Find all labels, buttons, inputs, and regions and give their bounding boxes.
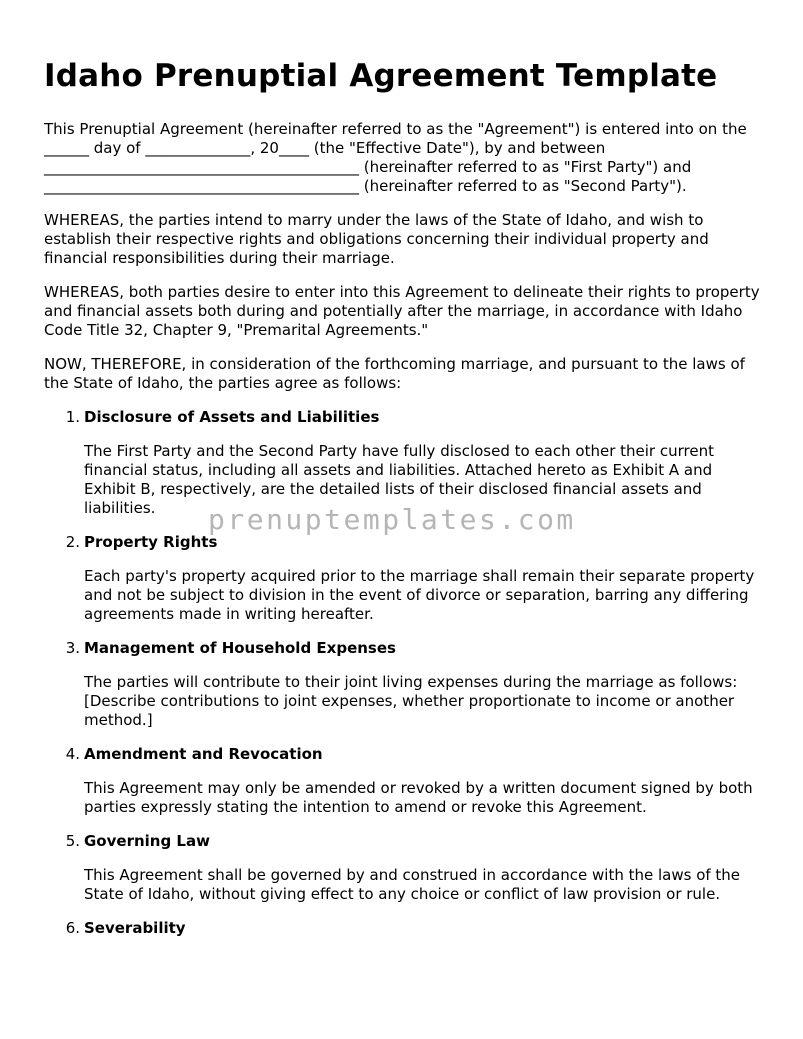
- section-heading: [44, 639, 764, 658]
- section-title: Management of Household Expenses: [84, 639, 396, 657]
- section-title: Disclosure of Assets and Liabilities: [84, 408, 380, 426]
- section-body: This Agreement shall be governed by and construed in accordance with the laws of the State of Idaho, without giving effect to any choice or conflict of law provision or rule.: [84, 866, 741, 903]
- section-body: The First Party and the Second Party have fully disclosed to each other their current financial status, including all assets and liabilities. Attached hereto as Exhibit A and Exhibit B, respectively, are the detailed lists of their disclosed financial assets and liabilities.: [84, 442, 714, 517]
- section-number: 5.: [65, 832, 80, 850]
- watermark: prenuptemplates.com: [208, 503, 576, 536]
- section-4: [44, 745, 764, 817]
- section-heading: [44, 832, 764, 851]
- section-number: 1.: [65, 408, 80, 426]
- whereas-paragraph-1: WHEREAS, the parties intend to marry under the laws of the State of Idaho, and wish to establish their respective rights and obligations concerning their individual property and financial responsibilities during their marriage.: [44, 211, 709, 267]
- section-6: [44, 919, 764, 938]
- intro-paragraph: This Prenuptial Agreement (hereinafter referred to as the "Agreement") is entered into on the ______ day of ______________, 20____ (the "Effective Date"), by and between __________________________________________ (hereinafter referred to as "First Party") and __________________________________________ (hereinafter referred to as "Second Party").: [44, 120, 747, 195]
- section-title: Severability: [84, 919, 186, 937]
- section-heading: [44, 408, 764, 427]
- section-number: 6.: [65, 919, 80, 937]
- section-title: Property Rights: [84, 533, 218, 551]
- section-1: [44, 408, 764, 518]
- section-title: Amendment and Revocation: [84, 745, 323, 763]
- sections-list: [44, 408, 764, 938]
- section-heading: [44, 919, 764, 938]
- section-number: 4.: [65, 745, 80, 763]
- section-5: [44, 832, 764, 904]
- document-title: Idaho Prenuptial Agreement Template: [44, 58, 718, 94]
- section-number: 2.: [65, 533, 80, 551]
- section-body: This Agreement may only be amended or revoked by a written document signed by both parties expressly stating the intention to amend or revoke this Agreement.: [84, 779, 753, 816]
- now-therefore-paragraph: NOW, THEREFORE, in consideration of the forthcoming marriage, and pursuant to the laws of the State of Idaho, the parties agree as follows:: [44, 355, 745, 392]
- section-2: [44, 533, 764, 624]
- section-title: Governing Law: [84, 832, 210, 850]
- section-heading: [44, 745, 764, 764]
- section-body: The parties will contribute to their joint living expenses during the marriage as follows: [Describe contributions to joint expenses, whether proportionate to income or another method.]: [84, 673, 738, 729]
- whereas-paragraph-2: WHEREAS, both parties desire to enter into this Agreement to delineate their rights to property and financial assets both during and potentially after the marriage, in accordance with Idaho Code Title 32, Chapter 9, "Premarital Agreements.": [44, 283, 760, 339]
- section-3: [44, 639, 764, 730]
- section-number: 3.: [65, 639, 80, 657]
- section-body: Each party's property acquired prior to the marriage shall remain their separate property and not be subject to division in the event of divorce or separation, barring any differing agreements made in writing hereafter.: [84, 567, 755, 623]
